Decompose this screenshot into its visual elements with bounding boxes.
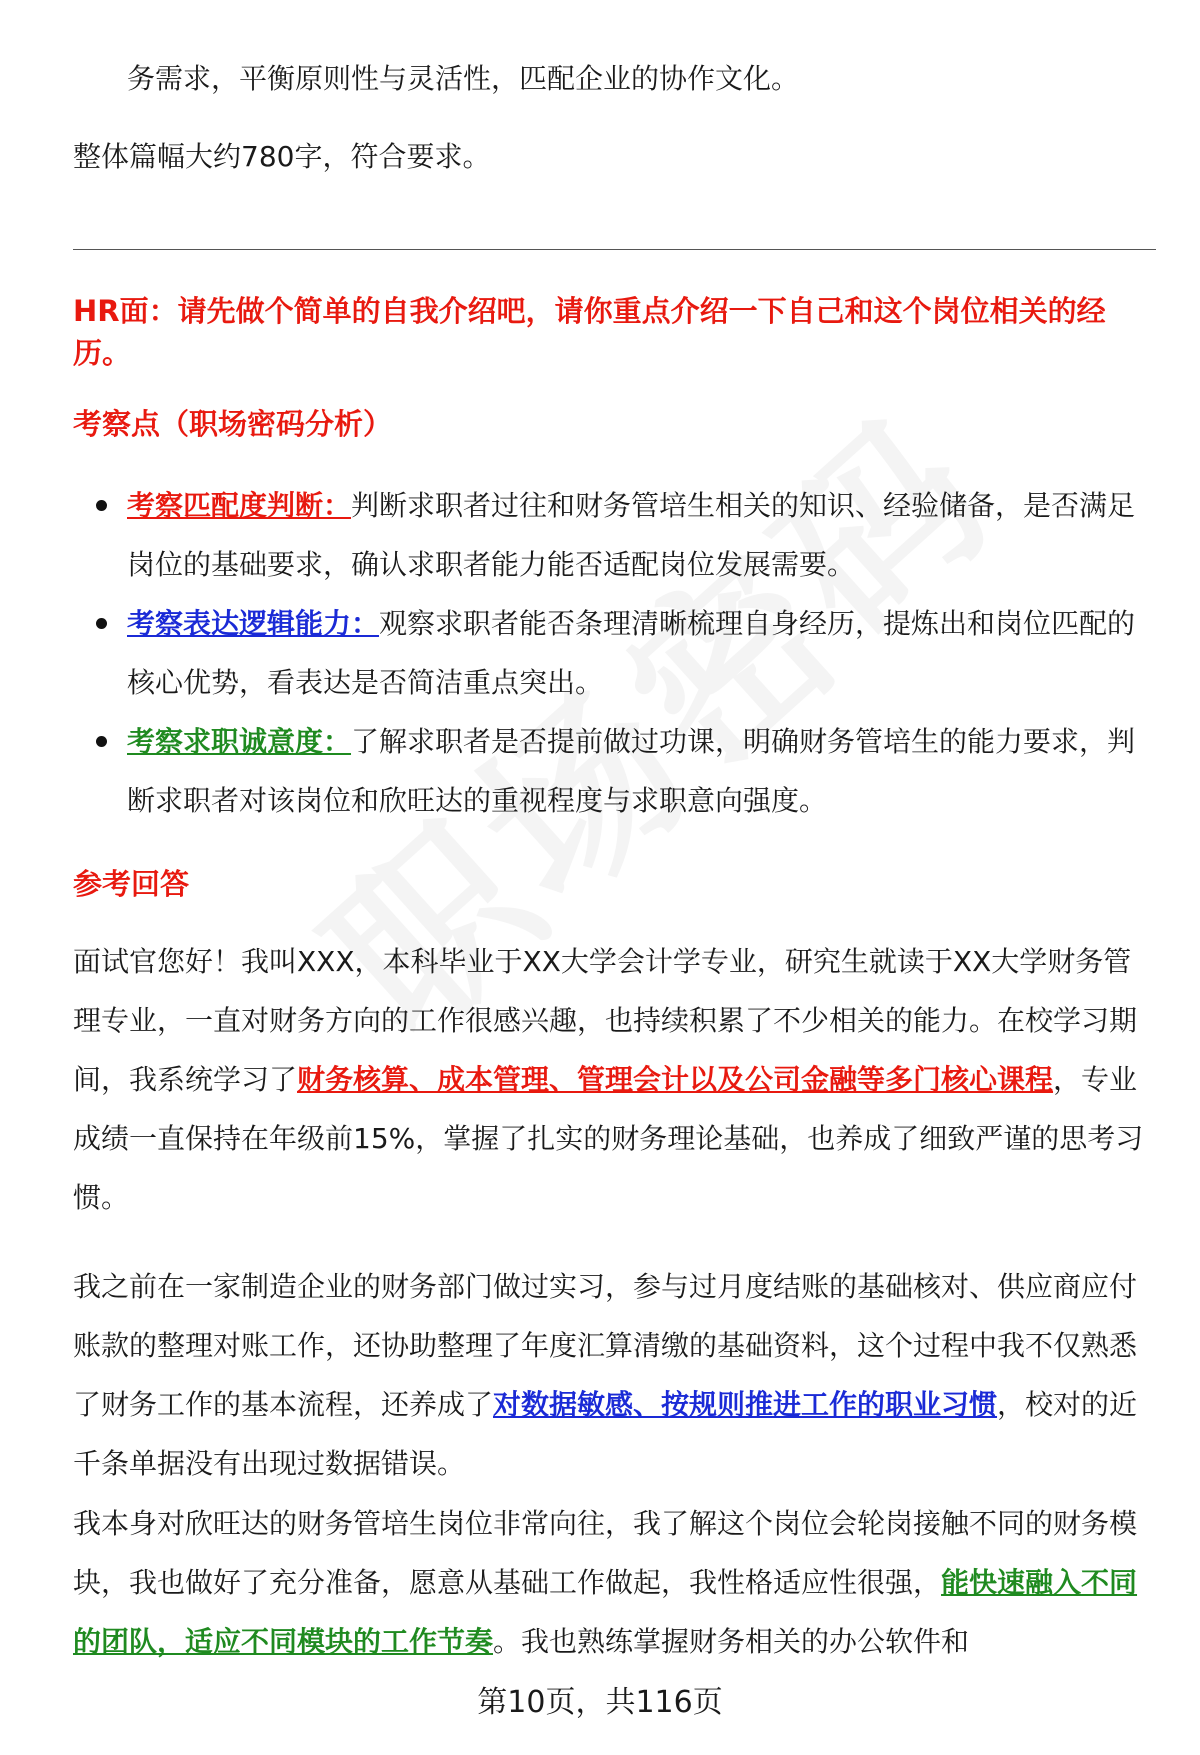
answer-paragraph-1 (73, 932, 1150, 1227)
bullet-text: 判断求职者过往和财务管培生相关的知识、经验储备，是否满足岗位的基础要求，确认求职者能力能否适配岗位发展需要。 (127, 489, 1136, 581)
bullet-icon (96, 500, 107, 511)
section-answer-title: 参考回答 (73, 867, 190, 901)
bullet-label: 考察表达逻辑能力： (127, 607, 380, 640)
section-focus-title: 考察点（职场密码分析） (73, 407, 393, 441)
answer-text: ，校对的近千条单据没有出现过数据错误。 (73, 1388, 1138, 1480)
divider (73, 249, 1156, 250)
list-item (96, 712, 1150, 830)
focus-list (96, 476, 1150, 830)
answer-highlight: 能快速融入不同的团队，适应不同模块的工作节奏 (73, 1566, 1138, 1658)
bullet-text: 观察求职者能否条理清晰梳理自身经历，提炼出和岗位匹配的核心优势，看表达是否简洁重点突出。 (127, 607, 1136, 699)
intro-tail-text: 务需求，平衡原则性与灵活性，匹配企业的协作文化。 (127, 62, 800, 95)
answer-paragraph-3 (73, 1494, 1150, 1671)
answer-highlight: 财务核算、成本管理、管理会计以及公司金融等多门核心课程 (297, 1063, 1054, 1096)
answer-text: 。我也熟练掌握财务相关的办公软件和 (493, 1625, 970, 1658)
bullet-icon (96, 618, 107, 629)
question-title: HR面：请先做个简单的自我介绍吧，请你重点介绍一下自己和这个岗位相关的经历。 (73, 294, 1106, 370)
answer-text: 面试官您好！我叫XXX，本科毕业于XX大学会计学专业，研究生就读于XX大学财务管理专业，一直对财务方向的工作很感兴趣，也持续积累了不少相关的能力。在校学习期间，我系统学习了 (73, 945, 1138, 1096)
word-count-note: 整体篇幅大约780字，符合要求。 (73, 140, 491, 173)
answer-text: ，专业成绩一直保持在年级前15%，掌握了扎实的财务理论基础，也养成了细致严谨的思考习惯。 (73, 1063, 1144, 1214)
answer-text: 我之前在一家制造企业的财务部门做过实习，参与过月度结账的基础核对、供应商应付账款的整理对账工作，还协助整理了年度汇算清缴的基础资料，这个过程中我不仅熟悉了财务工作的基本流程，还养成了 (73, 1270, 1138, 1421)
answer-text: 我本身对欣旺达的财务管培生岗位非常向往，我了解这个岗位会轮岗接触不同的财务模块，我也做好了充分准备，愿意从基础工作做起，我性格适应性很强， (73, 1507, 1138, 1599)
bullet-label: 考察匹配度判断： (127, 489, 352, 522)
bullet-icon (96, 736, 107, 747)
page-number: 第10页，共116页 (477, 1685, 723, 1720)
list-item (96, 476, 1150, 594)
answer-highlight: 对数据敏感、按规则推进工作的职业习惯 (493, 1388, 998, 1421)
bullet-text: 了解求职者是否提前做过功课，明确财务管培生的能力要求，判断求职者对该岗位和欣旺达的重视程度与求职意向强度。 (127, 725, 1136, 817)
bullet-label: 考察求职诚意度： (127, 725, 352, 758)
list-item (96, 594, 1150, 712)
answer-paragraph-2 (73, 1257, 1150, 1493)
